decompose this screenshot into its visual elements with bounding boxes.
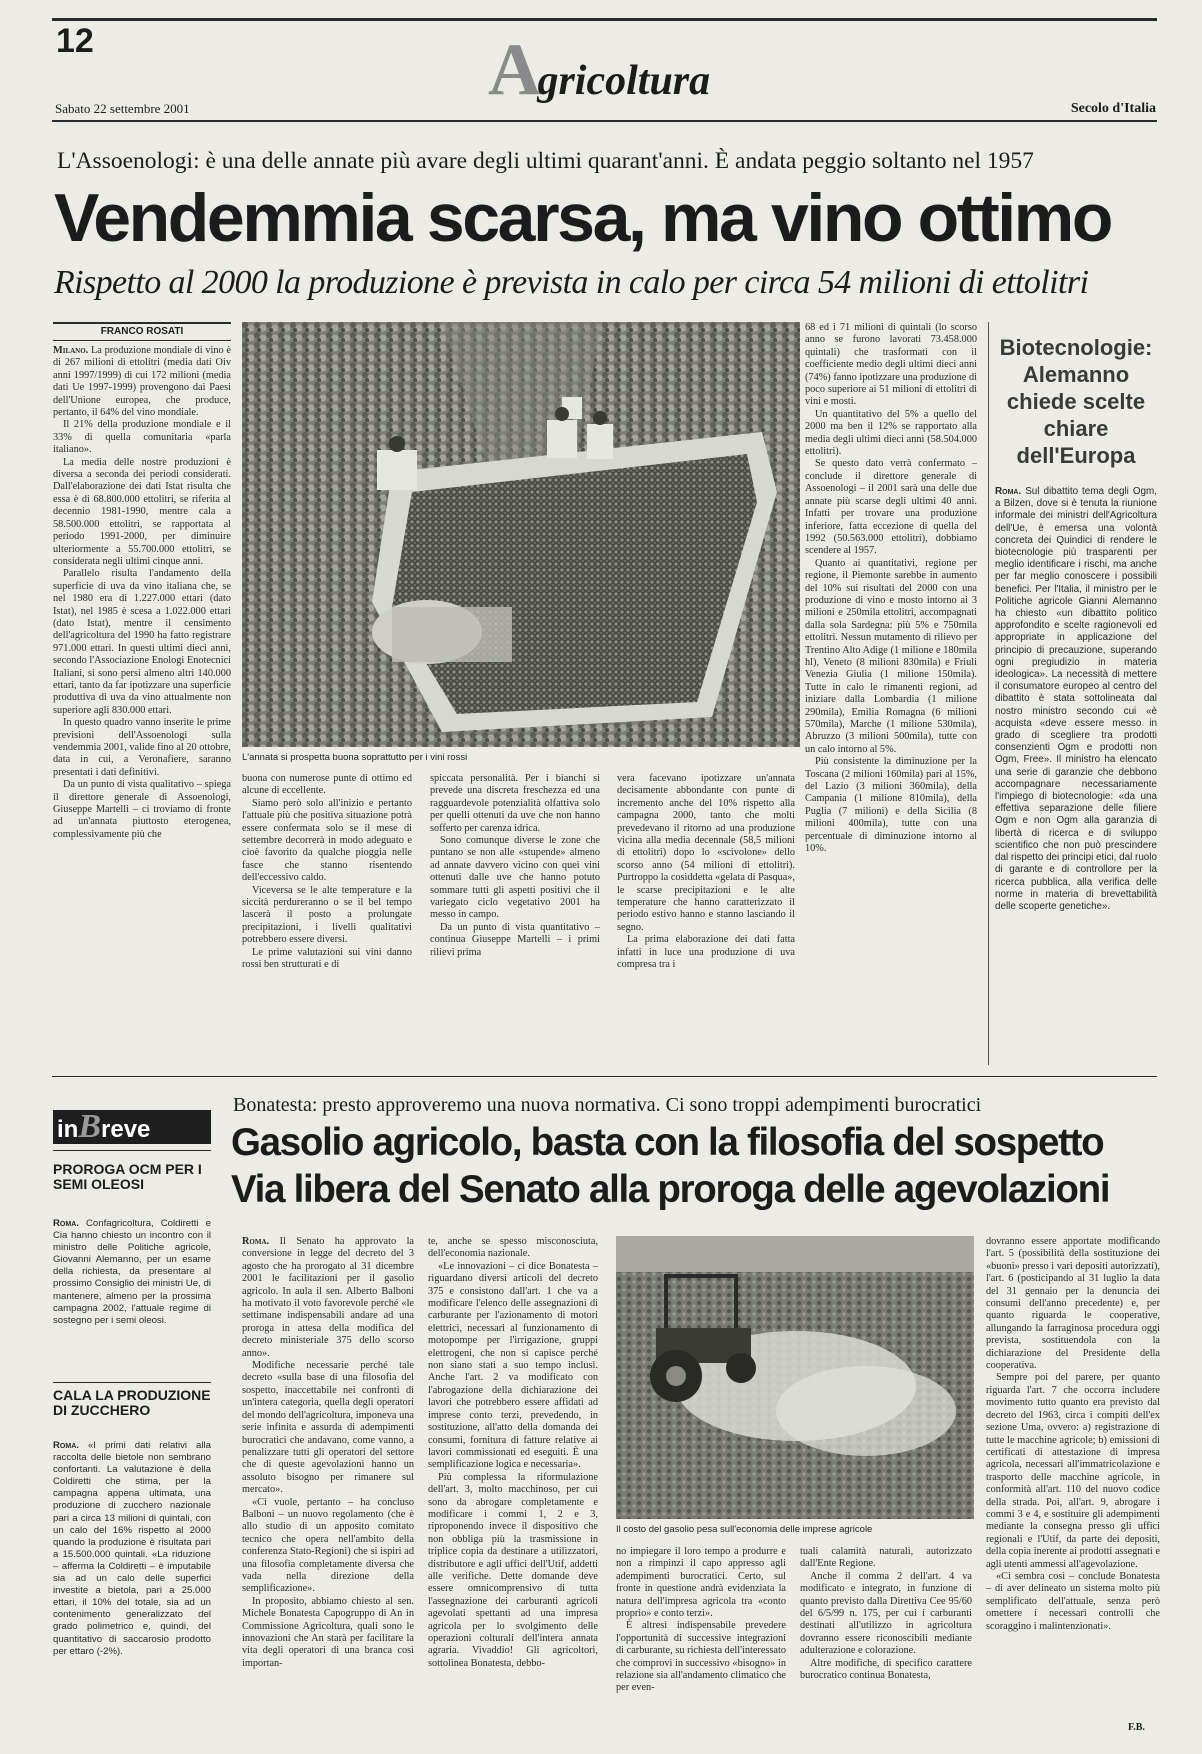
brief-body <box>53 1440 211 1720</box>
paragraph: 68 ed i 71 milioni di quintali (lo scorso anno se furono lavorati 73.458.000 quintali) che trasformati con il coefficiente medio degli ultimi dieci anni (74%) fanno ipotizzare una produzione di poco superiore ai 51 milioni di ettolitri di vini e mosti. <box>805 322 977 408</box>
in-breve-in: in <box>57 1116 79 1143</box>
paragraph: Anche il comma 2 dell'art. 4 va modificato e integrato, in funzione di quanto previsto dalla Direttiva Cee 95/60 del 6/5/99 n. 175, per cui i carburanti destinati all'utilizzo in agricoltura dovranno essere riconoscibili mediante adulterazione e colorazione. <box>800 1570 972 1657</box>
second-column-4 <box>800 1546 972 1736</box>
paragraph: Modifiche necessarie perché tale decreto «sulla base di una filosofia del sospetto, inaccettabile nei confronti di un'intera categoria, quella degli operatori del mondo dell'agricoltura, imponeva una serie infinita e assurda di adempimenti burocratici che andavano, come vanno, a penalizzare tutti gli operatori del settore che di queste agevolazioni hanno un assoluto bisogno per rimanere sul mercato». <box>242 1360 414 1496</box>
second-kicker: Bonatesta: presto approveremo una nuova normativa. Ci sono troppi adempimenti burocratici <box>233 1094 982 1116</box>
section-rest: gricoltura <box>537 58 711 104</box>
byline: FRANCO ROSATI <box>100 326 184 337</box>
paragraph: Più consistente la diminuzione per la Toscana (2 milioni 160mila) pari al 15%, del Lazio (3 milioni 360mila), della Campania (1 milione 810mila), della Puglia (7 milioni) e della Sicilia (8 milioni 400mila), tutte con una percentuale di diminuzione intorno al 10%. <box>805 756 977 855</box>
byline-rule-bottom <box>53 340 231 341</box>
paragraph: vera facevano ipotizzare un'annata decisamente abbondante con punte di incremento anche del 10% rispetto alla campagna 2000, tanto che molti prevedevano il ritorno ad una produzione vicina alla media decennale (58,5 milioni di ettolitri) dopo lo «scivolone» dello scorso anno (54 milioni di ettolitri). Purtroppo la cosiddetta «gelata di Pasqua», le scarse precipitazioni e le alte temperature che hanno caratterizzato il periodo estivo hanno e stanno lasciando il segno. <box>617 773 795 933</box>
second-photo-caption: Il costo del gasolio pesa sull'economia delle imprese agricole <box>616 1524 873 1535</box>
paragraph: Confagricoltura, Coldiretti e Cia hanno chiesto un incontro con il ministro delle Politiche agricole, Giovanni Alemanno, per un esame della richiesta, da presentare al prossimo Consiglio dei ministri Ue, di mantenere, almeno per la prossima campagna 2002, l'attuale regime di sostegno per i semi oleosi. <box>53 1218 211 1326</box>
sidebar-body <box>995 486 1157 1064</box>
second-column-1 <box>242 1236 414 1736</box>
paragraph: In questo quadro vanno inserite le prime previsioni dell'Assoenologi sulla vendemmia 2001, valide fino al 20 ottobre, data in cui, a Veronafiere, saranno presentati i dati definitivi. <box>53 717 231 778</box>
lead-column-5 <box>805 322 977 1065</box>
paragraph: Da un punto di vista qualitativo – spiega il direttore generale di Assoenologi, Giuseppe Martelli – ci troviamo di fronte ad un'annata piuttosto eterogenea, complessivamente più che <box>53 779 231 840</box>
sidebar-headline: Biotecnologie: Alemanno chiede scelte chiare dell'Europa <box>999 335 1153 468</box>
paragraph: «Ci vuole, pertanto – ha concluso Balboni – un nuovo regolamento (che è allo studio di un apposito comitato tecnico che opera nell'ambito della conferenza Stato-Regioni) che si ispiri ad una filosofia completamente diversa che vada nella direzione della semplificazione». <box>242 1496 414 1595</box>
signature: F.B. <box>1128 1722 1145 1733</box>
paragraph: no impiegare il loro tempo a produrre e non a rimpinzi il capo appresso agli adempimenti burocratici. Certo, sul fronte in questione andrà evidenziata la natura dell'impresa agricola tra «conto proprio» e conto terzi». <box>616 1546 786 1620</box>
header-rule <box>52 120 1157 122</box>
paragraph: Parallelo risulta l'andamento della superficie di uva da vino italiana che, se nel 1980 era di 1.227.000 ettari (dato Istat), nel 1985 è scesa a 1.022.000 ettari (dato Istat), mentre il censimento dell'agricoltura del 1990 ha fatto registrare 971.000 ettari. In questi ultimi dieci anni, secondo l'Associazione Enologi Enotecnici Italiani, si sono persi almeno altri 140.000 ettari, tanto da far ipotizzare una superficie produttiva di uva da vino attualmente non superiore agli 830.000 ettari. <box>53 568 231 716</box>
in-breve-b: B <box>78 1108 102 1145</box>
vineyard-harvest-image <box>242 322 800 747</box>
paragraph: Sul dibattito tema degli Ogm, a Bilzen, dove si è tenuta la riunione informale dei ministri dell'Agricoltura dell'Ue, è emersa una volontà concreta dei Quindici di rendere le biotecnologie più trasparenti per meglio identificare i rischi, ma anche per far meglio conoscere i possibili benefici. Per l'Italia, il ministro per le Politiche agricole Gianni Alemanno ha chiesto «un dibattito politico approfondito e scelte ragionevoli ed appropriate in applicazione del principio di precauzione, superando ogni pregiudizio in materia ideologica». La necessità di mettere il consumatore europeo al centro del dibattito è stata sottolineata dal nostro ministro secondo cui «è acquista «deve essere messo in grado di scegliere tra prodotti consenzienti Ogm e prodotti non Ogm, Free». Il ministro ha elencato una serie di garanzie che debbono accompagnare necessariamente l'impiego di biotecnologie: «da una effettiva separazione delle filiere Ogm e non Ogm alla garanzia di libertà di ricerca e di sviluppo scientifico che non può prescindere dal rispetto dei principi etici, dal ruolo di garante e di controllore per la ricerca pubblica, alla verifica delle norme in materia di brevettabilità delle scoperte genetiche». <box>995 486 1157 912</box>
paragraph: Viceversa se le alte temperature e la siccità perdureranno o se il bel tempo lascerà il posto a prolungate precipitazioni, i livelli qualitativi potrebbero essere diversi. <box>242 884 412 946</box>
paragraph: spiccata personalità. Per i bianchi si prevede una discreta freschezza ed una ragguardevole potenzialità olfattiva solo per quelli ottenuti da uve che non hanno sofferto per carenza idrica. <box>430 773 600 834</box>
brief-title: CALA LA PRODUZIONE DI ZUCCHERO <box>53 1387 211 1418</box>
byline-rule <box>53 322 231 324</box>
dateline: Milano. <box>53 345 89 356</box>
second-headline-1: Gasolio agricolo, basta con la filosofia del sospetto <box>231 1121 1104 1164</box>
paragraph: Quanto ai quantitativi, regione per regione, il Piemonte sarebbe in aumento del 10% sui risultati del 2000 con una produzione di vino e mosto intorno ai 3 milioni e 250mila ettolitri, accompagnati dalla sola Sardegna: più 5% e 750mila ettolitri. Nessun mutamento di rilievo per Trentino Alto Adige (1 milione e 180mila hl), Veneto (8 milioni 830mila) e Friuli Venezia Giulia (1 milione 150mila). Tutte in calo le rimanenti regioni, ad iniziare dalla Lombardia (1 milione 290mila), Emilia Romagna (6 milioni 570mila), Marche (1 milione 530mila), Abruzzo (3 milioni 500mila), tutte con un calo intorno al 5%. <box>805 557 977 755</box>
second-column-2 <box>428 1236 598 1736</box>
dateline: Roma. <box>53 1218 79 1229</box>
section-initial: A <box>488 29 542 111</box>
lead-column-2 <box>242 773 412 1065</box>
paragraph: Da un punto di vista quantitativo – continua Giuseppe Martelli – i primi rilievi prima <box>430 921 600 958</box>
dateline: Roma. <box>242 1236 270 1247</box>
vineyard-photo <box>242 322 800 747</box>
in-breve-label <box>53 1110 211 1144</box>
paragraph: tuali calamità naturali, autorizzato dall'Ente Regione. <box>800 1546 972 1570</box>
lead-kicker: L'Assoenologi: è una delle annate più avare degli ultimi quarant'anni. È andata peggio soltanto nel 1957 <box>57 148 1034 174</box>
paragraph: È altresì indispensabile prevedere l'opportunità di successive integrazioni di carburante, su richiesta dell'interessato che comprovi in successivo «bisogno» in relazione sia all'andamento climatico che per even- <box>616 1620 786 1694</box>
paragraph: «I primi dati relativi alla raccolta delle bietole non sembrano confortanti. La valutazione è della Coldiretti che stima, per la campagna appena ultimata, una produzione di zucchero nazionale pari a circa 13 milioni di quintali, con un calo del 16% rispetto al 2000 quando la produzione è risultata pari a 15.500.000 quintali. «La riduzione – afferma la Coldiretti – è imputabile sia ad un calo delle superfici investite a bietola, pari a 25.000 ettari, il 10% del totale, sia ad un contenimento generalizzato del grado polimetrico e, quindi, del quantitativo di saccarosio prodotto per ettaro (-2%). <box>53 1440 211 1657</box>
paragraph: Un quantitativo del 5% a quello del 2000 ma ben il 12% se rapportato alla media degli ultimi dieci anni (58.504.000 ettolitri). <box>805 408 977 458</box>
paragraph: La produzione mondiale di vino è di 267 milioni di ettolitri (media dati Oiv anni 1997/1999) di cui 172 milioni (media dati Ue 1997-1999) provengono dai Paesi dell'Unione europea, che produce, pertanto, il 64% del vino mondiale. <box>53 345 231 419</box>
paragraph: Il 21% della produzione mondiale e il 33% di quella comunitaria «parla italiano». <box>53 419 231 456</box>
paragraph: Sono comunque diverse le zone che puntano se non alle «stupende» almeno ad annate davvero vicino con quei vini ottenuti dalle uve che hanno potuto sommare tutti gli aspetti positivi che il variegato ciclo vegetativo 2001 ha messo in campo. <box>430 835 600 921</box>
issue-date: Sabato 22 settembre 2001 <box>55 101 190 116</box>
lead-photo-caption: L'annata si prospetta buona soprattutto per i vini rossi <box>242 752 468 763</box>
brief-separator <box>53 1382 211 1383</box>
lead-subheadline: Rispetto al 2000 la produzione è prevista in calo per circa 54 milioni di ettolitri <box>54 264 1089 301</box>
tractor-field-image <box>616 1236 974 1519</box>
section-separator <box>52 1076 1157 1077</box>
dateline: Roma. <box>53 1440 79 1451</box>
lead-column-1 <box>53 345 231 1065</box>
page-number: 12 <box>56 22 94 60</box>
paragraph: Le prime valutazioni sui vini danno rossi ben strutturati e di <box>242 946 412 971</box>
section-title <box>488 28 714 113</box>
newspaper-name: Secolo d'Italia <box>1070 101 1156 116</box>
paragraph: Siamo però solo all'inizio e pertanto l'attuale più che positiva situazione potrà essere confermata solo se il mese di settembre decorrerà in modo adeguato e cioè favorito da qualche pioggia nelle fasce che stanno risentendo dell'eccessivo caldo. <box>242 797 412 884</box>
paragraph: Sempre poi del parere, per quanto riguarda l'art. 7 che occorra includere movimento tutto quanto era previsto dal decreto del 1963, circa i compiti dell'ex sezione Uma, ovvero: a) registrazione di tutte le macchine agricole; b) emissioni di certificati di attestazione di impresa agricola, necessari all'immatricolazione e trasporto delle macchine agricole, in conformità all'art. 110 del nuovo codice della strada. Poi, all'art. 9, abrogare i commi 3 e 4, e sostituire gli adempimenti mediante la consegna presso gli uffici regionali e l'Utif, da parte dei depositi, della copia inerente ai prodotti assegnati e agli utenti ammessi all'agevolazione. <box>986 1372 1160 1570</box>
paragraph: «Ci sembra così – conclude Bonatesta – di aver delineato un sistema molto più semplificato dell'attuale, senza però ometterе i necessari controlli che scoraggino i malintenzionati». <box>986 1570 1160 1632</box>
paragraph: La media delle nostre produzioni è diversa a seconda dei periodi considerati. Dall'elaborazione dei dati Istat risulta che essa è di 68.800.000 ettolitri, se riferita al decennio 1981-1990, mentre cala a 58.500.000 ettolitri, se rapportata al periodo 1991-2000, per diminuire ulteriormente a 55.700.000 ettolitri, se considerata negli ultimi cinque anni. <box>53 456 231 567</box>
paragraph: te, anche se spesso misconosciuta, dell'economia nazionale. <box>428 1236 598 1260</box>
paragraph: buona con numerose punte di ottimo ed alcune di eccellente. <box>242 773 412 797</box>
lead-headline: Vendemmia scarsa, ma vino ottimo <box>54 180 1111 256</box>
top-rule <box>52 18 1157 21</box>
paragraph: Altre modifiche, di specifico carattere burocratico continua Bonatesta, <box>800 1657 972 1682</box>
lead-column-4 <box>617 773 795 1065</box>
paragraph: In proposito, abbiamo chiesto al sen. Michele Bonatesta Capogruppo di An in Commissione Agricoltura, quali sono le innovazioni che An starà per facilitare la vita degli operatori di una branca così importan- <box>242 1595 414 1669</box>
brief-body <box>53 1218 211 1388</box>
paragraph: Se questo dato verrà confermato – conclude il direttore generale di Assoenologi – il 2001 sarà una delle due annate più scarse degli ultimi 40 anni. Infatti per trovare una produzione inferiore, fatta eccezione di quella del 1992 (50.563.000 ettolitri), dobbiamo scendere al 1957. <box>805 458 977 557</box>
paragraph: Più complessa la riformulazione dell'art. 3, molto macchinoso, per cui sono da abrogare completamente e modificare i commi 1, 2 e 3, riproponendo invece il dispositivo che non obbliga più la trasmissione in triplice copia da destinare a utilizzatori, distributore e agli uffici dell'Utif, addetti alle verifiche. Dette domande deve essere omnicomprensivo di tutta l'assegnazione dei carburanti agricoli agevolati spettanti ad una impresa agricola per lo svolgimento delle operazioni colturali dell'intera annata agraria. Vivaddio! Gli agricoltori, sottolinea Bonatesta, debbo- <box>428 1471 598 1669</box>
paragraph: Il Senato ha approvato la conversione in legge del decreto del 3 agosto che ha prorogato al 31 dicembre 2001 le facilitazioni per il gasolio agricolo. In aula il sen. Alberto Balboni ha motivato il voto favorevole perché «le settimane indispensabili andare ad una proroga in attesa della modifica del decreto ministeriale 375 dello scorso anno». <box>242 1236 414 1359</box>
second-column-5 <box>986 1236 1160 1716</box>
in-breve-rule <box>53 1150 211 1151</box>
paragraph: La prima elaborazione dei dati fatta infatti in luce una produzione di uva compresa tra i <box>617 934 795 971</box>
second-column-3 <box>616 1546 786 1736</box>
lead-column-3 <box>430 773 600 1065</box>
brief-title: PROROGA OCM PER I SEMI OLEOSI <box>53 1161 202 1192</box>
in-breve-rest: reve <box>101 1116 151 1143</box>
second-headline-2: Via libera del Senato alla proroga delle agevolazioni <box>231 1168 1110 1211</box>
dateline: Roma. <box>995 486 1022 497</box>
paragraph: dovranno essere apportate modificando l'art. 5 (possibilità della sostituzione dei «buoni» presso i vari depositi autorizzati), l'art. 6 (posticipando al 31 luglio la data del 31 gennaio per la denuncia dei consumi dell'anno precedente) e, per quanto riguarda le cooperative, allungando la farraginosa procedura oggi prevista, sostituendola con la dichiarazione del Presidente della cooperativa. <box>986 1236 1160 1372</box>
paragraph: «Le innovazioni – ci dice Bonatesta – riguardano diversi articoli del decreto 375 e consistono dall'art. 1 che va a modificare l'elenco delle assegnazioni di carburante per l'azionamento di motori elettrici, necessari al funzionamento di motopompe per l'irrigazione, gruppi elettrogeni, che non si capisce perché non siano stati a suo tempo inclusi. Anche l'art. 2 va modificato con l'abrogazione della dichiarazione dei lavori che potrebbero essere affidati ad imprese conto terzi, prevedendo, in sostituzione, all'atto della domanda dei consumi, fornitura di fatture relative ai lavori commissionati ed eseguiti. È una semplificazione logica e necessaria». <box>428 1260 598 1471</box>
tractor-photo <box>616 1236 974 1519</box>
